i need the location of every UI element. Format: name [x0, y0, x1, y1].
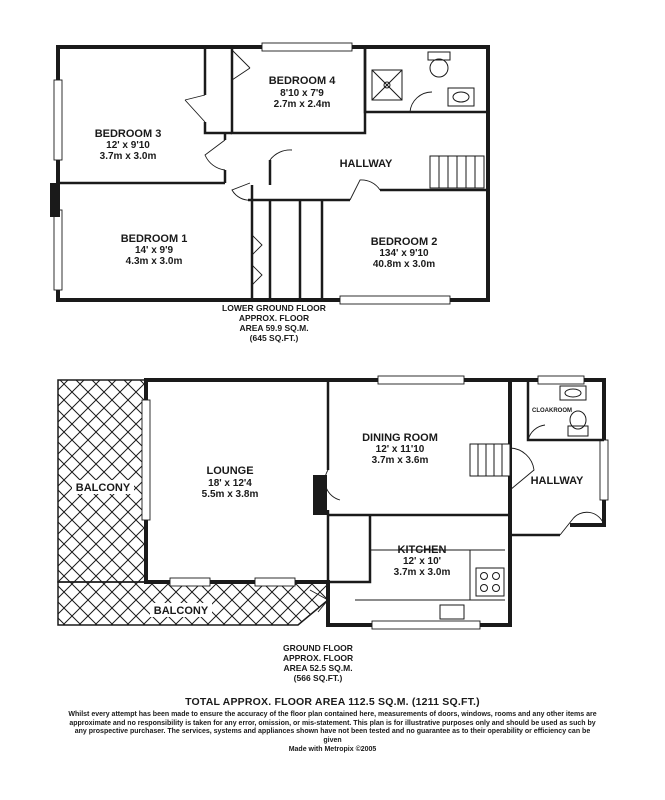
door-cloakroom: [528, 425, 545, 440]
total-floor-area: TOTAL APPROX. FLOOR AREA 112.5 SQ.M. (1211 SQ.FT.): [185, 696, 480, 708]
ground-floor-area-sqm: AREA 52.5 SQ.M.: [283, 663, 353, 673]
lower-floor-area-label: [222, 303, 326, 343]
cloakroom-basin-bowl: [565, 389, 581, 397]
ground-floor-area-label: [283, 643, 353, 683]
room-metric-dining: 3.7m x 3.6m: [371, 455, 429, 466]
room-name-kitchen: KITCHEN: [397, 544, 447, 556]
door-bedroom3: [205, 140, 225, 170]
cloakroom-cistern: [568, 426, 588, 436]
stairs-ground: [470, 444, 510, 476]
room-name-bedroom2: BEDROOM 2: [370, 236, 438, 248]
kitchen-sink: [440, 605, 464, 619]
door-bedroom2: [350, 180, 380, 200]
window-bedroom1: [54, 210, 62, 290]
ground-floor-plan: [58, 376, 608, 683]
door-bedroom1: [232, 183, 252, 200]
wall-cupboards: [248, 160, 322, 300]
toilet-bowl: [430, 59, 448, 77]
hob-ring-4: [493, 585, 500, 592]
lower-floor-title: LOWER GROUND FLOOR: [222, 303, 326, 313]
wash-basin: [448, 88, 474, 106]
ground-floor-area-sqft: (566 SQ.FT.): [293, 673, 343, 683]
room-dims-dining: 12' x 11'10: [375, 444, 425, 455]
room-name-cloakroom: CLOAKROOM: [532, 408, 572, 414]
chimney-breast: [50, 183, 60, 217]
window-lounge: [142, 400, 150, 520]
footer: [0, 696, 665, 753]
wall-bed3-cupboard: [205, 47, 232, 133]
wall-bathroom: [365, 47, 488, 112]
window-hallway: [600, 440, 608, 500]
room-name-bedroom1: BEDROOM 1: [120, 233, 188, 245]
basin-bowl: [453, 92, 469, 102]
room-dims-lounge: 18' x 12'4: [208, 478, 252, 489]
cloakroom-basin: [560, 386, 586, 400]
stairs-lower: [430, 156, 484, 188]
hob-ring-1: [481, 573, 488, 580]
room-name-lounge: LOUNGE: [206, 465, 254, 477]
window-bedroom3: [54, 80, 62, 160]
window-bedroom4: [262, 43, 352, 51]
room-name-bedroom3: BEDROOM 3: [94, 128, 162, 140]
shower-cross: [372, 70, 402, 100]
room-metric-bedroom3: 3.7m x 3.0m: [99, 151, 157, 162]
window-dining: [378, 376, 464, 384]
hob: [476, 568, 504, 596]
hob-ring-2: [493, 573, 500, 580]
door-cupboard: [185, 95, 205, 122]
lower-floor-approx: APPROX. FLOOR: [238, 313, 310, 323]
room-dims-kitchen: 12' x 10': [402, 556, 442, 567]
wardrobe-doors: [252, 235, 262, 285]
window-cloakroom: [538, 376, 584, 384]
ground-floor-title: GROUND FLOOR: [283, 643, 353, 653]
wall-bedroom2: [322, 190, 488, 200]
room-name-lower-hallway: HALLWAY: [339, 158, 393, 170]
room-metric-bedroom1: 4.3m x 3.0m: [125, 256, 183, 267]
window-lounge-bottom-2: [255, 578, 295, 586]
ground-floor-approx: APPROX. FLOOR: [282, 653, 354, 663]
wall-kitchen-inner: [328, 515, 370, 582]
door-bathroom: [410, 92, 432, 112]
room-name-bedroom4: BEDROOM 4: [268, 75, 336, 87]
room-dims-bedroom2: 134' x 9'10: [379, 248, 429, 259]
credit-text: Made with Metropix ©2005: [288, 746, 377, 754]
hob-ring-3: [481, 585, 488, 592]
lower-ground-floor-plan: [50, 43, 488, 343]
disclaimer-text: Whilst every attempt has been made to ensure the accuracy of the floor plan contained here, measurements of doors, windows, rooms and any other items are approximate and no responsibility is taken for any error, omission, or mis-statement. This plan is for illustrative purposes only and should be used as such by any prospective purchaser. The services, systems and appliances shown have not been tested and no guarantee as to their operability or efficiency can be given: [68, 711, 597, 744]
room-metric-bedroom4: 2.7m x 2.4m: [273, 99, 331, 110]
room-name-balcony-bottom: BALCONY: [153, 605, 209, 617]
room-name-dining: DINING ROOM: [362, 432, 438, 444]
door-bed4-cupboard: [232, 50, 250, 80]
room-name-ground-hallway: HALLWAY: [530, 475, 584, 487]
room-dims-bedroom3: 12' x 9'10: [106, 140, 150, 151]
window-kitchen: [372, 621, 480, 629]
room-dims-bedroom4: 8'10 x 7'9: [280, 88, 324, 99]
room-name-balcony-side: BALCONY: [75, 482, 131, 494]
room-dims-bedroom1: 14' x 9'9: [134, 245, 174, 256]
window-bedroom2: [340, 296, 450, 304]
room-metric-bedroom2: 40.8m x 3.0m: [372, 259, 436, 270]
room-metric-kitchen: 3.7m x 3.0m: [393, 567, 451, 578]
door-lounge: [325, 470, 340, 500]
room-metric-lounge: 5.5m x 3.8m: [201, 489, 259, 500]
lower-floor-area-sqm: AREA 59.9 SQ.M.: [239, 323, 309, 333]
lower-floor-area-sqft: (645 SQ.FT.): [249, 333, 299, 343]
door-bedroom4: [270, 150, 292, 160]
window-lounge-bottom-1: [170, 578, 210, 586]
